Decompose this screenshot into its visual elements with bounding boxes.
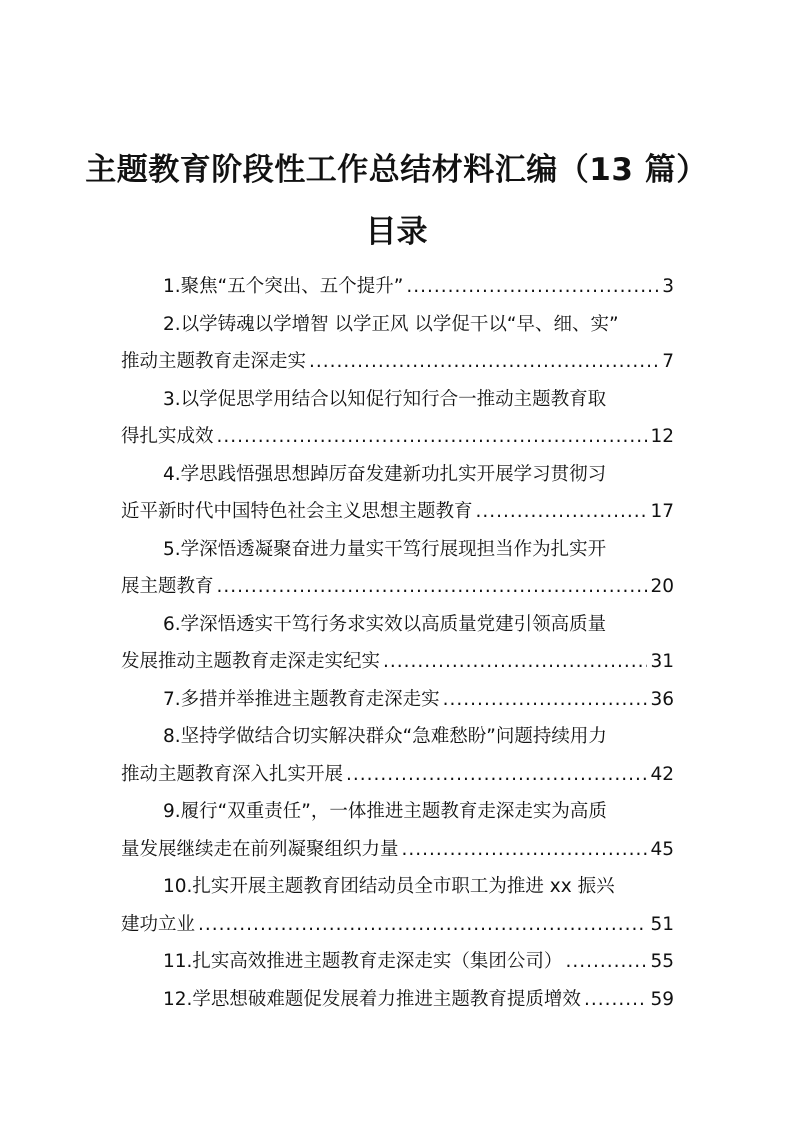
toc-entry-text: 12.学思想破难题促发展着力推进主题教育提质增效 bbox=[163, 988, 581, 1010]
toc-page-number: 20 bbox=[650, 576, 674, 597]
toc-leader-dots bbox=[309, 343, 659, 381]
toc-entry-text: 8.坚持学做结合切实解决群众“急难愁盼”问题持续用力 bbox=[163, 726, 607, 747]
toc-entry-text: 5.学深悟透凝聚奋进力量实干笃行展现担当作为扎实开 bbox=[163, 538, 607, 560]
toc-entry[interactable] bbox=[121, 943, 674, 981]
toc-entry-text: 7.多措并举推进主题教育走深走实 bbox=[163, 688, 440, 710]
toc-heading: 目录 bbox=[365, 214, 428, 250]
toc-leader-dots bbox=[565, 943, 647, 981]
toc-entry[interactable] bbox=[121, 681, 674, 719]
toc-entry[interactable] bbox=[121, 381, 674, 456]
toc-entry-text: 推动主题教育深入扎实开展 bbox=[121, 763, 344, 785]
toc-page-number: 7 bbox=[662, 351, 674, 372]
toc-entry-text: 11.扎实高效推进主题教育走深走实（集团公司） bbox=[163, 951, 563, 972]
toc-entry[interactable] bbox=[121, 793, 674, 868]
toc-entry[interactable] bbox=[121, 868, 674, 943]
toc-entry-text: 1.聚焦“五个突出、五个提升” bbox=[163, 276, 404, 297]
toc-leader-dots bbox=[346, 756, 647, 794]
toc-entry[interactable] bbox=[121, 531, 674, 606]
toc-page-number: 3 bbox=[662, 276, 674, 297]
toc-entry-text: 2.以学铸魂以学增智 以学正风 以学促干以“早、细、实” bbox=[163, 313, 619, 335]
toc-entry-text: 展主题教育 bbox=[121, 576, 214, 597]
toc-page-number: 36 bbox=[650, 688, 674, 710]
toc-entry-text: 4.学思践悟强思想踔厉奋发建新功扎实开展学习贯彻习 bbox=[163, 463, 607, 485]
toc-entry-text: 3.以学促思学用结合以知促行知行合一推动主题教育取 bbox=[163, 388, 607, 410]
toc-entry-text: 6.学深悟透实干笃行务求实效以高质量党建引领高质量 bbox=[163, 613, 607, 635]
toc-page-number: 31 bbox=[650, 651, 674, 672]
toc-page-number: 59 bbox=[650, 988, 674, 1010]
document-title: 主题教育阶段性工作总结材料汇编（13 篇） bbox=[85, 152, 708, 188]
toc-page-number: 12 bbox=[650, 426, 674, 447]
toc-leader-dots bbox=[476, 493, 648, 531]
toc-leader-dots bbox=[217, 418, 648, 456]
toc-leader-dots bbox=[406, 268, 659, 306]
toc-page-number: 45 bbox=[650, 838, 674, 860]
toc-entry-text: 推动主题教育走深走实 bbox=[121, 351, 307, 372]
toc-entry[interactable] bbox=[121, 306, 674, 381]
toc-entry-text: 9.履行“双重责任”，一体推进主题教育走深走实为高质 bbox=[163, 801, 607, 822]
toc-entry-text: 建功立业 bbox=[121, 913, 196, 935]
toc-entry-text: 10.扎实开展主题教育团结动员全市职工为推进 xx 振兴 bbox=[163, 876, 615, 897]
toc-entry-text: 得扎实成效 bbox=[121, 426, 214, 447]
toc-page-number: 42 bbox=[650, 763, 674, 785]
toc-entry[interactable] bbox=[121, 718, 674, 793]
toc-leader-dots bbox=[383, 643, 647, 681]
toc-leader-dots bbox=[584, 981, 648, 1019]
toc-leader-dots bbox=[217, 568, 648, 606]
toc-entry[interactable] bbox=[121, 606, 674, 681]
toc-entry[interactable] bbox=[121, 981, 674, 1019]
toc-leader-dots bbox=[198, 906, 647, 944]
toc-entry[interactable] bbox=[121, 456, 674, 531]
toc-entry[interactable] bbox=[121, 268, 674, 306]
toc-leader-dots bbox=[402, 831, 648, 869]
table-of-contents bbox=[121, 268, 674, 1018]
toc-entry-text: 发展推动主题教育走深走实纪实 bbox=[121, 651, 381, 672]
toc-entry-text: 近平新时代中国特色社会主义思想主题教育 bbox=[121, 501, 473, 522]
toc-page-number: 17 bbox=[650, 501, 674, 522]
toc-page-number: 51 bbox=[650, 913, 674, 935]
toc-page-number: 55 bbox=[650, 951, 674, 972]
toc-leader-dots bbox=[443, 681, 648, 719]
toc-entry-text: 量发展继续走在前列凝聚组织力量 bbox=[121, 838, 399, 860]
